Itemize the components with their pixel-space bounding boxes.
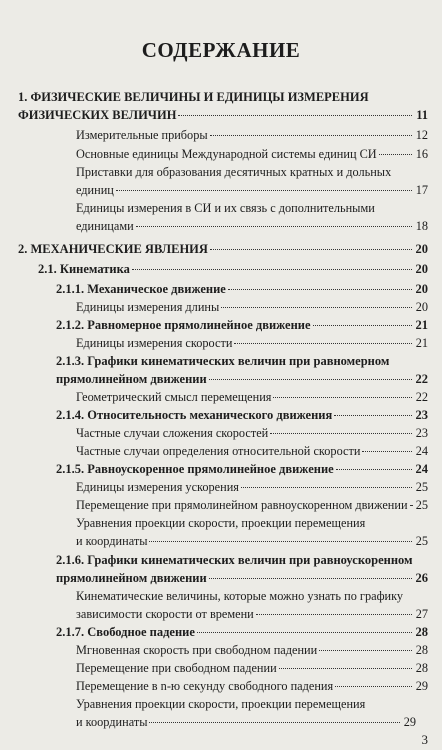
toc-page-number: 12 [415,128,428,142]
toc-entry-text: прямолинейном движении [56,571,207,585]
toc-page-number: 28 [415,661,428,675]
toc-entry-text: 2.1.4. Относительность механического движения [56,408,333,422]
toc-entry [76,695,416,731]
toc-entry [76,126,428,144]
toc-entry-text: 2.1.6. Графики кинематических величин при равноускоренном [56,553,413,567]
toc-page-number: 20 [415,300,428,314]
toc-entry [76,659,428,677]
toc-entry-text: Измерительные приборы [76,128,208,142]
toc-entry-text: 2.1.3. Графики кинематических величин при равномерном [56,354,390,368]
toc-entry [76,496,428,514]
toc-entry [76,163,428,199]
toc-entry-text: Уравнения проекции скорости, проекции перемещения [76,697,366,711]
toc-entry-text: прямолинейном движении [56,372,207,386]
toc-page-number: 29 [403,715,416,729]
toc-entry [56,551,428,587]
toc-page-number: 18 [415,219,428,233]
page-number: 3 [421,732,428,747]
toc-entry-text: 2.1. Кинематика [38,262,130,276]
toc-page-number: 17 [415,183,428,197]
toc-entry [76,587,428,623]
toc-entry-text: ФИЗИЧЕСКИХ ВЕЛИЧИН [18,108,177,122]
toc-page-number: 23 [415,426,428,440]
toc-page-number: 20 [415,242,428,256]
toc-entry-text: единицами [76,219,134,233]
toc-page-number: 25 [415,480,428,494]
toc-page-number: 27 [415,607,428,621]
toc-entry [56,352,428,388]
toc-entry [38,260,428,278]
toc-page-number: 16 [415,147,428,161]
toc-page-number: 20 [415,262,428,276]
toc-entry-text: Единицы измерения скорости [76,336,233,350]
page-title: СОДЕРЖАНИЕ [141,38,301,62]
toc-entry [76,334,428,352]
toc-page-number: 11 [416,108,428,122]
toc-entry [18,240,428,258]
toc-entry [56,460,428,478]
toc-entry-text: Приставки для образования десятичных кратных и дольных [76,165,392,179]
toc-page-number: 24 [415,462,428,476]
toc-page-number: 23 [415,408,428,422]
toc-page-number: 25 [415,498,428,512]
toc-entry-text: Геометрический смысл перемещения [76,390,272,404]
toc-entry-text: зависимости скорости от времени [76,607,254,621]
toc-entry [76,478,428,496]
toc-entry-text: Перемещение в n-ю секунду свободного падения [76,679,334,693]
toc-entry-text: Перемещение при свободном падении [76,661,277,675]
toc-entry [76,388,428,406]
toc-entry [56,406,428,424]
toc-entry [18,88,428,124]
toc-entry-text: Единицы измерения в СИ и их связь с дополнительными [76,201,375,215]
toc-entry [76,145,428,163]
toc-entry-text: 2. МЕХАНИЧЕСКИЕ ЯВЛЕНИЯ [18,242,208,256]
toc-entry [76,514,428,550]
toc-entry-text: Уравнения проекции скорости, проекции перемещения [76,516,366,530]
toc-entry-text: Частные случаи определения относительной скорости [76,444,361,458]
toc-entry [56,280,428,298]
toc-entry-text: Кинематические величины, которые можно узнать по графику [76,589,404,603]
toc-entry-text: 2.1.7. Свободное падение [56,625,195,639]
toc-page-number: 25 [415,534,428,548]
toc-entry-text: 2.1.1. Механическое движение [56,282,226,296]
toc-page-number: 22 [415,372,428,386]
toc-entry-text: 2.1.5. Равноускоренное прямолинейное движение [56,462,334,476]
toc-page-number: 21 [415,318,428,332]
toc-page-number: 24 [415,444,428,458]
toc-entry [76,298,428,316]
toc-entry-text: Единицы измерения длины [76,300,220,314]
toc-entry-text: Мгновенная скорость при свободном падении [76,643,318,657]
toc-entry-text: Частные случаи сложения скоростей [76,426,269,440]
toc-entry-text: единиц [76,183,114,197]
toc-entry [76,677,428,695]
toc-entry [76,199,428,235]
toc-entry-text: 1. ФИЗИЧЕСКИЕ ВЕЛИЧИНЫ И ЕДИНИЦЫ ИЗМЕРЕНИЯ [18,90,369,104]
toc-page-number: 21 [415,336,428,350]
toc-page-number: 28 [415,625,428,639]
toc-page-number: 29 [415,679,428,693]
toc-entry-text: Перемещение при прямолинейном равноускоренном движении [76,498,408,512]
toc-page-number: 22 [415,390,428,404]
toc-entry [76,424,428,442]
toc-entry-text: 2.1.2. Равномерное прямолинейное движение [56,318,311,332]
toc-entry-text: и координаты [76,715,148,729]
toc-entry [56,623,428,641]
toc-entry-text: и координаты [76,534,148,548]
toc-page-number: 28 [415,643,428,657]
toc-entry-text: Единицы измерения ускорения [76,480,239,494]
toc-page-number: 20 [415,282,428,296]
toc-entry [76,641,428,659]
toc-entry [76,442,428,460]
toc-page-number: 26 [415,571,428,585]
toc-entry-text: Основные единицы Международной системы единиц СИ [76,147,377,161]
toc-entry [56,316,428,334]
